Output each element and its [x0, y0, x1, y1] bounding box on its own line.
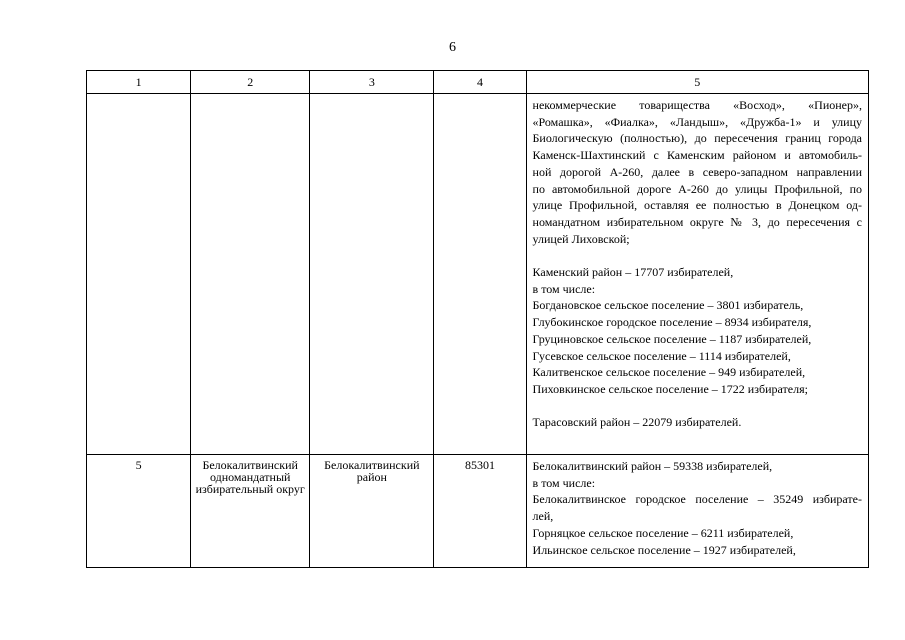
- column-header-1: 1: [87, 71, 191, 94]
- description-line: Каменск-Шахтинский с Каменским районом и автомобиль-: [532, 148, 862, 163]
- column-header-5: 5: [526, 71, 868, 94]
- cell-center: [310, 94, 434, 455]
- cell-number: [87, 455, 191, 568]
- description-line: Биологическую (полностью), до пересечения границ города: [532, 131, 862, 146]
- settlement-line: Пиховкинское сельское поселение – 1722 избирателя;: [532, 381, 808, 396]
- settlement-line: Ильинское сельское поселение – 1927 избирателей,: [532, 542, 796, 557]
- cell-description: [526, 455, 868, 568]
- description-line: ной дорогой А-260, далее в северо-западном направлении: [532, 164, 862, 179]
- district-total: Белокалитвинский район – 59338 избирателей,: [532, 459, 773, 473]
- paragraph-gap: [533, 247, 862, 264]
- cell-description: [526, 94, 868, 455]
- okrug-voters: 85301: [464, 458, 495, 472]
- okrug-name: Белокалитвинский одномандатный избирательный округ: [195, 458, 305, 496]
- cell-okrug-name: [191, 94, 310, 455]
- settlement-line: Глубокинское городское поселение – 8934 избирателя,: [532, 315, 812, 330]
- including-label: в том числе:: [532, 475, 596, 490]
- settlement-line: Белокалитвинское городское поселение – 35249 избирате-: [532, 492, 862, 507]
- description-line: «Ромашка», «Фиалка», «Ландыш», «Дружба-1» и улицу: [532, 114, 862, 129]
- cell-number: [87, 94, 191, 455]
- cell-okrug-name: [191, 455, 310, 568]
- electoral-districts-table: [86, 70, 869, 568]
- okrug-number: 5: [135, 458, 142, 472]
- description-line: по автомобильной дороге А-260 до улицы Профильной, по: [532, 181, 862, 196]
- settlement-line: Богдановское сельское поселение – 3801 избиратель,: [532, 298, 804, 313]
- cell-center: [310, 455, 434, 568]
- description-line: улице Профильной, оставляя ее полностью в Донецком од-: [532, 198, 862, 213]
- cell-voters: [434, 455, 526, 568]
- page-number: 6: [449, 40, 456, 55]
- table-row-okrug-5: [87, 455, 869, 568]
- district-total: Каменский район – 17707 избирателей,: [532, 265, 734, 280]
- settlement-line: Груциновское сельское поселение – 1187 избирателей,: [532, 331, 812, 346]
- district-total: Тарасовский район – 22079 избирателей.: [532, 415, 742, 430]
- column-header-2: 2: [191, 71, 310, 94]
- table-row-continuation: [87, 94, 869, 455]
- column-header-4: 4: [434, 71, 526, 94]
- description-line: номандатном избирательном округе № 3, до пересечения с: [532, 214, 862, 229]
- settlement-line: Калитвенское сельское поселение – 949 избирателей,: [532, 365, 806, 380]
- description-line: улицей Лиховской;: [532, 231, 630, 246]
- column-header-3: 3: [310, 71, 434, 94]
- paragraph-gap: [533, 398, 862, 415]
- description-line: некоммерческие товарищества «Восход», «Пионер»,: [532, 98, 862, 112]
- cell-voters: [434, 94, 526, 455]
- settlement-line: Гусевское сельское поселение – 1114 избирателей,: [532, 348, 791, 363]
- settlement-line: лей,: [532, 509, 554, 524]
- including-label: в том числе:: [532, 281, 596, 296]
- okrug-center: Белокалитвинский район: [324, 458, 420, 484]
- settlement-line: Горняцкое сельское поселение – 6211 избирателей,: [532, 525, 794, 540]
- table-header-row: [87, 71, 869, 94]
